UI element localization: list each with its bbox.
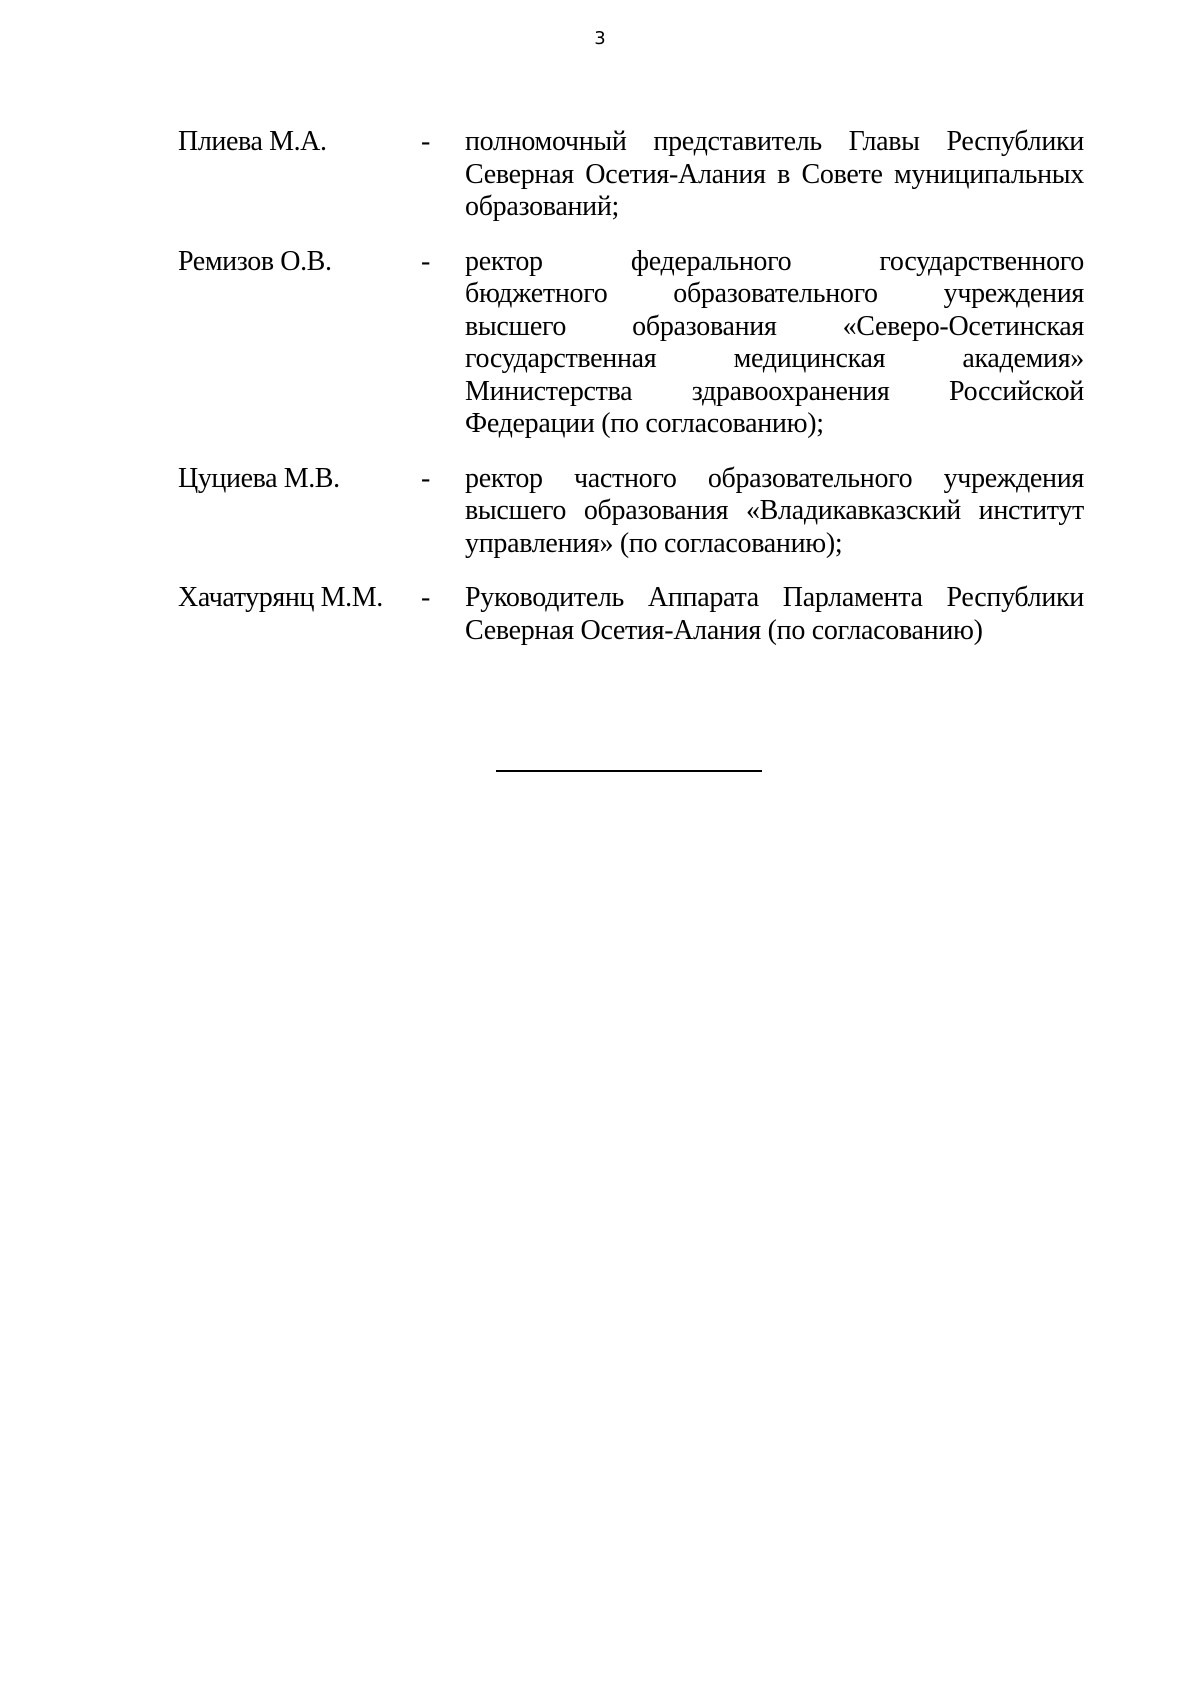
position-line: Северная Осетия-Алания в Совете муниципальных xyxy=(465,158,1084,190)
position-line: управления» (по согласованию); xyxy=(465,527,843,559)
page-number: 3 xyxy=(594,28,606,49)
position-line: полномочный представитель Главы Республики xyxy=(465,126,1084,157)
position-line: бюджетного образовательного учреждения xyxy=(465,278,1084,309)
member-entry xyxy=(178,246,1084,441)
member-entry xyxy=(178,582,1084,647)
member-position xyxy=(465,582,1084,647)
position-line: образований; xyxy=(465,191,619,222)
member-name: Цуциева М.В. xyxy=(178,462,340,494)
position-line: ректор федерального государственного xyxy=(465,245,1084,277)
position-line: Руководитель Аппарата Парламента Республики xyxy=(465,582,1084,613)
position-line: высшего образования «Владикавказский институт xyxy=(465,495,1084,526)
member-position xyxy=(465,246,1084,441)
member-list xyxy=(178,126,1084,669)
dash-separator: - xyxy=(421,582,431,613)
position-line: высшего образования «Северо-Осетинская xyxy=(465,310,1084,342)
position-line: государственная медицинская академия» xyxy=(465,343,1084,374)
dash-separator: - xyxy=(421,245,431,277)
member-name: Плиева М.А. xyxy=(178,126,327,157)
member-position xyxy=(465,463,1084,561)
position-line: Северная Осетия-Алания (по согласованию) xyxy=(465,614,983,646)
dash-separator: - xyxy=(421,126,431,157)
member-entry xyxy=(178,463,1084,561)
end-of-list-rule xyxy=(496,770,762,772)
dash-separator: - xyxy=(421,462,431,494)
position-line: Министерства здравоохранения Российской xyxy=(465,375,1084,407)
position-line: ректор частного образовательного учреждения xyxy=(465,462,1084,494)
member-entry xyxy=(178,126,1084,224)
position-line: Федерации (по согласованию); xyxy=(465,408,824,439)
member-name: Ремизов О.В. xyxy=(178,245,332,277)
member-position xyxy=(465,126,1084,224)
member-name: Хачатурянц М.М. xyxy=(178,582,383,613)
